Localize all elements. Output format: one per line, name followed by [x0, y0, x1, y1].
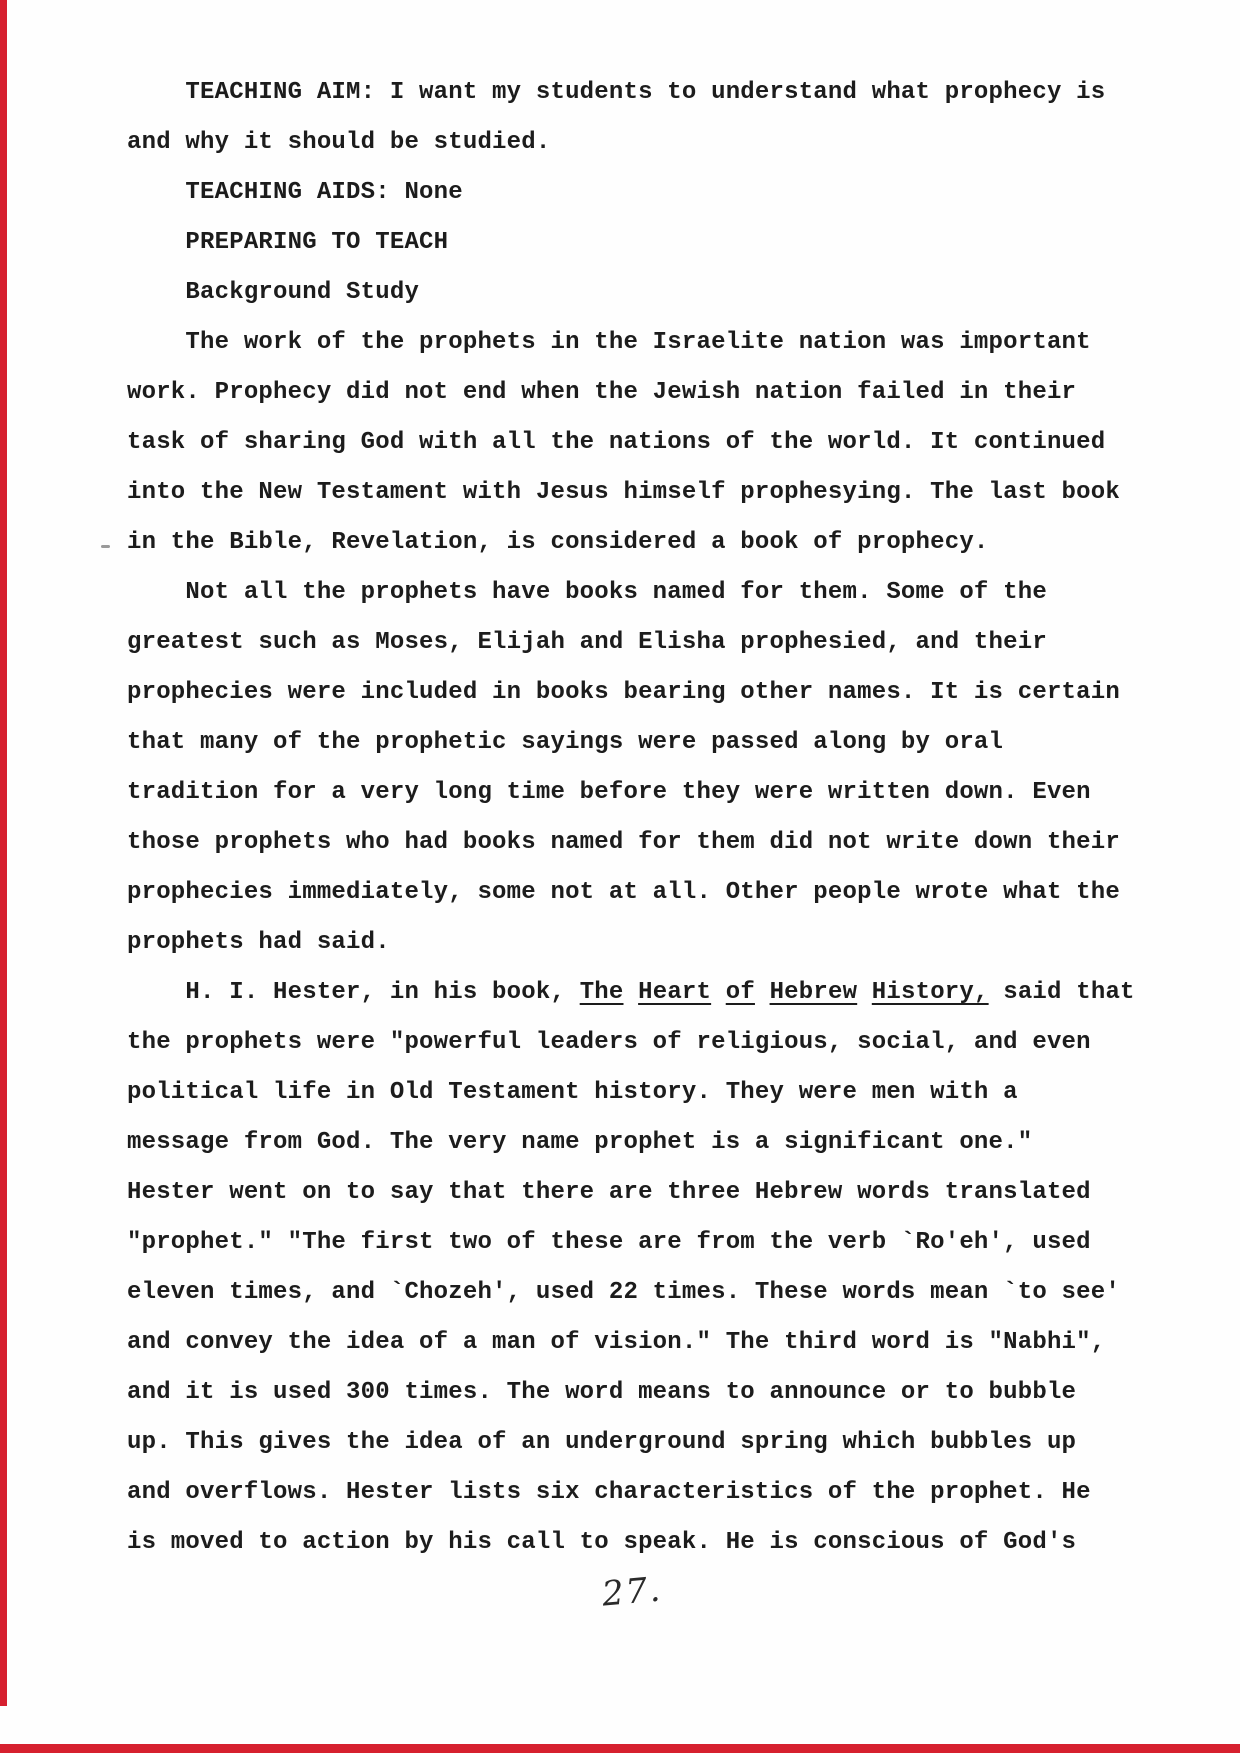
text-line: and convey the idea of a man of vision." The third word is "Nabhi",: [127, 1329, 1106, 1356]
handwritten-page-number: 27.: [600, 1569, 664, 1615]
text-line: task of sharing God with all the nations of the world. It continued: [127, 429, 1106, 456]
scan-edge-bottom: [0, 1744, 1240, 1753]
text-line: tradition for a very long time before they were written down. Even: [127, 779, 1091, 806]
text-line: PREPARING TO TEACH: [127, 229, 449, 256]
text-line: in the Bible, Revelation, is considered a book of prophecy.: [127, 529, 989, 556]
text-line: prophets had said.: [127, 929, 390, 956]
scan-edge-left: [0, 0, 7, 1706]
text-line: up. This gives the idea of an underground spring which bubbles up: [127, 1429, 1077, 1456]
text-line: H. I. Hester, in his book, The Heart of Hebrew History, said that: [127, 979, 1135, 1006]
text-body: [127, 68, 1135, 1568]
text-line: eleven times, and `Chozeh', used 22 times. These words mean `to see': [127, 1279, 1120, 1306]
text-line: The work of the prophets in the Israelite nation was important: [127, 329, 1091, 356]
text-line: and why it should be studied.: [127, 129, 551, 156]
text-line: into the New Testament with Jesus himself prophesying. The last book: [127, 479, 1120, 506]
text-line: those prophets who had books named for them did not write down their: [127, 829, 1120, 856]
text-line: Background Study: [127, 279, 420, 306]
text-line: that many of the prophetic sayings were passed along by oral: [127, 729, 1004, 756]
text-line: is moved to action by his call to speak. He is conscious of God's: [127, 1529, 1077, 1556]
text-line: prophecies immediately, some not at all. Other people wrote what the: [127, 879, 1120, 906]
text-line: prophecies were included in books bearing other names. It is certain: [127, 679, 1120, 706]
text-line: Hester went on to say that there are three Hebrew words translated: [127, 1179, 1091, 1206]
text-line: greatest such as Moses, Elijah and Elisha prophesied, and their: [127, 629, 1047, 656]
text-line: "prophet." "The first two of these are from the verb `Ro'eh', used: [127, 1229, 1091, 1256]
text-line: and it is used 300 times. The word means to announce or to bubble: [127, 1379, 1077, 1406]
stray-pencil-mark: [101, 545, 110, 548]
text-line: and overflows. Hester lists six characteristics of the prophet. He: [127, 1479, 1091, 1506]
text-line: political life in Old Testament history. They were men with a: [127, 1079, 1018, 1106]
text-line: work. Prophecy did not end when the Jewish nation failed in their: [127, 379, 1077, 406]
text-line: TEACHING AIM: I want my students to understand what prophecy is: [127, 79, 1106, 106]
text-line: TEACHING AIDS: None: [127, 179, 463, 206]
text-line: the prophets were "powerful leaders of religious, social, and even: [127, 1029, 1091, 1056]
text-line: message from God. The very name prophet is a significant one.": [127, 1129, 1033, 1156]
text-line: Not all the prophets have books named for them. Some of the: [127, 579, 1047, 606]
